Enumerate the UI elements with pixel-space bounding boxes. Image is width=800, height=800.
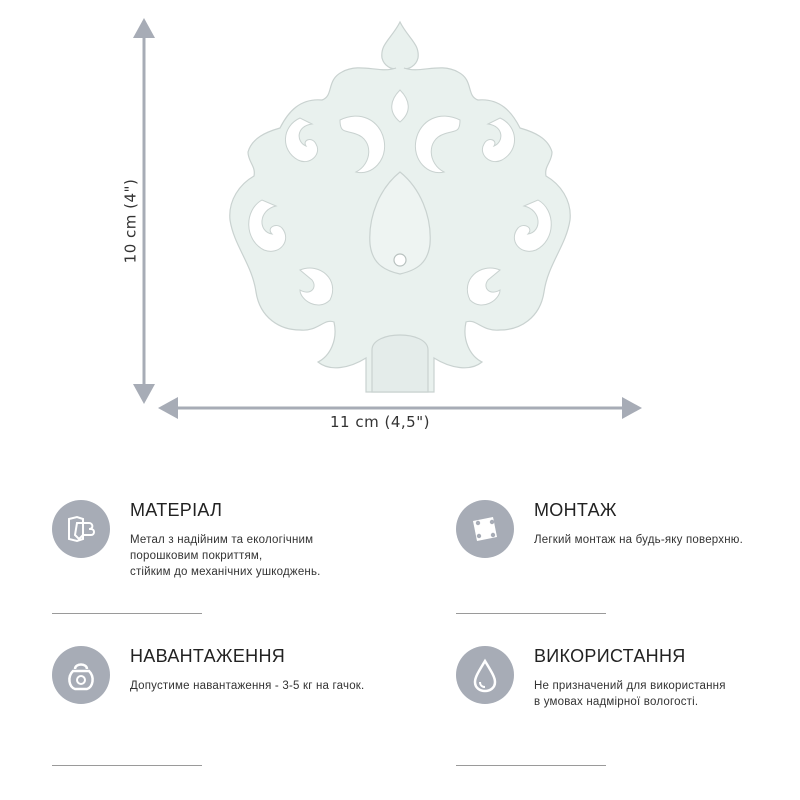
feature-divider bbox=[52, 765, 202, 766]
water-drop-icon bbox=[456, 646, 514, 704]
feature-title: ВИКОРИСТАННЯ bbox=[534, 646, 686, 666]
width-label: 11 cm (4,5") bbox=[330, 413, 430, 431]
feature-title: МОНТАЖ bbox=[534, 500, 617, 520]
feature-divider bbox=[52, 613, 202, 614]
ornamental-hook bbox=[230, 22, 570, 392]
feature-description: Допустиме навантаження - 3-5 кг на гачок. bbox=[130, 680, 365, 692]
feature-title: НАВАНТАЖЕННЯ bbox=[130, 646, 286, 666]
feature-description: Не призначений для використання в умовах надмірної вологості. bbox=[534, 680, 726, 708]
feature-description: Легкий монтаж на будь-яку поверхню. bbox=[534, 534, 743, 546]
feature-divider bbox=[456, 765, 606, 766]
feature-divider bbox=[456, 613, 606, 614]
feature-description: Метал з надійним та екологічним порошковим покриттям, стійким до механічних ушкоджень. bbox=[130, 534, 321, 578]
metal-hand-icon bbox=[52, 500, 110, 558]
mounting-plate-icon bbox=[456, 500, 514, 558]
feature-title: МАТЕРІАЛ bbox=[130, 500, 223, 520]
height-label: 10 cm (4") bbox=[121, 178, 140, 264]
kettlebell-icon bbox=[52, 646, 110, 704]
